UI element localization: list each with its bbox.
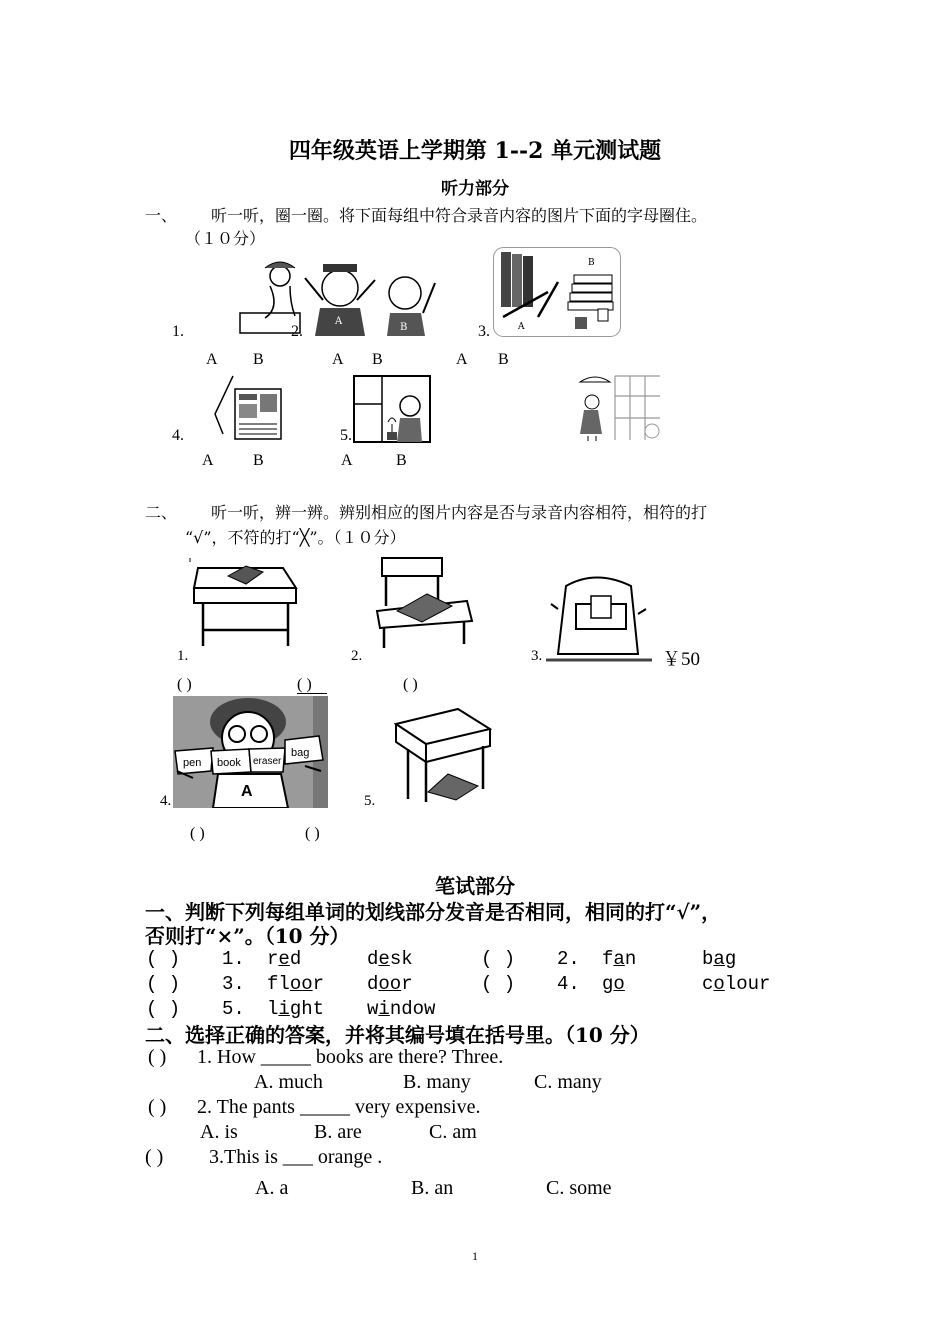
q2-bracket-5[interactable]: ( ) — [305, 825, 320, 842]
window-plant-illustration — [352, 374, 432, 444]
s2-heading: 二、选择正确的答案，并将其编号填在括号里。（10 分） — [145, 1023, 650, 1047]
q2-item-4: 4. — [160, 793, 172, 809]
q2-picture-2 — [372, 556, 478, 650]
q1-5-option-b[interactable]: B — [396, 452, 407, 469]
q2-picture-5 — [388, 704, 492, 804]
q1-1-option-b[interactable]: B — [253, 351, 264, 368]
s1-instruction-1: 一、判断下列每组单词的划线部分发音是否相同，相同的打“√”， — [145, 900, 722, 924]
desk-book-illustration — [188, 558, 300, 650]
q1-3-option-b[interactable]: B — [498, 351, 509, 368]
answer-paren[interactable]: ( ) — [146, 973, 181, 995]
item-number: 1. — [222, 948, 245, 970]
q1-2-option-b[interactable]: B — [372, 351, 383, 368]
word-1: fan — [602, 948, 637, 970]
q1-1-option-a[interactable]: A — [206, 351, 218, 368]
newspaper-illustration — [213, 374, 283, 442]
backpack-illustration — [546, 574, 652, 662]
answer-option[interactable]: A. much — [254, 1071, 323, 1093]
svg-text:A: A — [335, 316, 343, 327]
books-illustration — [493, 247, 621, 337]
q2-bracket-1[interactable]: ( ) — [177, 676, 192, 693]
word-2: colour — [702, 973, 771, 995]
s1-instruction-2: 否则打“×”。（10 分） — [145, 924, 350, 948]
q1-picture-3 — [493, 247, 621, 337]
q1-3-option-a[interactable]: A — [456, 351, 468, 368]
q1-item-4: 4. — [172, 427, 184, 444]
q1-picture-4 — [213, 374, 283, 442]
card-word-pen: pen — [183, 757, 202, 769]
answer-option[interactable]: C. many — [534, 1071, 602, 1093]
item-number: 5. — [222, 998, 245, 1020]
card-word-eraser: eraser — [253, 756, 282, 767]
answer-paren[interactable]: ( ) — [146, 948, 181, 970]
q2-price-tag: ￥50 — [662, 649, 701, 670]
word-1: go — [602, 973, 625, 995]
word-2: door — [367, 973, 413, 995]
desk-book-under-illustration — [388, 704, 492, 804]
page-number: 1 — [472, 1249, 478, 1263]
q2-instruction: 听一听，辨一辨。辨别相应的图片内容是否与录音内容相符，相符的打 — [211, 503, 708, 522]
q2-bracket-4[interactable]: ( ) — [190, 825, 205, 842]
answer-option[interactable]: C. am — [429, 1121, 477, 1143]
q1-item-2: 2. — [291, 323, 303, 340]
item-number: 3. — [222, 973, 245, 995]
answer-paren[interactable]: ( ) — [481, 948, 516, 970]
q2-item-3: 3. — [531, 648, 543, 664]
page-title: 四年级英语上学期第 1--2 单元测试题 — [288, 138, 662, 164]
q1-item-1: 1. — [172, 323, 184, 340]
q2-item-5: 5. — [364, 793, 376, 809]
card-word-bag: bag — [291, 747, 310, 759]
answer-option[interactable]: A. a — [255, 1177, 289, 1199]
q2-item-1: 1. — [177, 648, 189, 664]
answer-paren[interactable]: ( ) — [481, 973, 516, 995]
question-stem: 3.This is ___ orange . — [209, 1146, 383, 1168]
question-stem: 2. The pants _____ very expensive. — [197, 1096, 481, 1118]
word-1: light — [267, 998, 325, 1020]
word-2: desk — [367, 948, 413, 970]
q1-picture-extra — [570, 374, 662, 442]
answer-paren[interactable]: ( ) — [148, 1046, 167, 1068]
answer-paren[interactable]: ( ) — [148, 1096, 167, 1118]
q2-bracket-3[interactable]: ( ) — [403, 676, 418, 693]
q1-item-5: 5. — [340, 427, 352, 444]
children-illustration — [235, 258, 440, 338]
q1-5-option-a[interactable]: A — [341, 452, 353, 469]
q1-2-option-a[interactable]: A — [332, 351, 344, 368]
q1-picture-5 — [352, 374, 432, 444]
answer-option[interactable]: B. an — [411, 1177, 454, 1199]
q1-score: （１０分） — [185, 229, 266, 248]
q2-instruction-2: “√”，不符的打“╳”。（１０分） — [185, 528, 406, 547]
svg-text:B: B — [588, 258, 595, 268]
chair-book-illustration — [372, 556, 478, 650]
svg-text:B: B — [400, 322, 408, 333]
written-heading: 笔试部分 — [435, 874, 515, 898]
q1-picture-1-2 — [235, 258, 440, 338]
q1-4-option-a[interactable]: A — [202, 452, 214, 469]
q2-picture-3 — [546, 574, 652, 662]
word-2: window — [367, 998, 436, 1020]
boy-word-cards-illustration — [173, 696, 328, 808]
listening-heading: 听力部分 — [441, 179, 509, 199]
q1-item-3: 3. — [478, 323, 490, 340]
q2-picture-1 — [188, 558, 300, 650]
q2-picture-4 — [173, 696, 328, 808]
answer-option[interactable]: A. is — [200, 1121, 238, 1143]
answer-option[interactable]: B. many — [403, 1071, 471, 1093]
item-number: 2. — [557, 948, 580, 970]
q1-4-option-b[interactable]: B — [253, 452, 264, 469]
shirt-letter: A — [241, 783, 253, 800]
q1-number: 一、 — [145, 206, 178, 225]
word-1: floor — [267, 973, 325, 995]
q2-number: 二、 — [145, 503, 178, 522]
answer-paren[interactable]: ( ) — [146, 998, 181, 1020]
q2-item-2: 2. — [351, 648, 363, 664]
girl-umbrella-illustration — [570, 374, 662, 442]
answer-option[interactable]: C. some — [546, 1177, 612, 1199]
question-stem: 1. How _____ books are there? Three. — [197, 1046, 504, 1068]
word-2: bag — [702, 948, 737, 970]
q2-bracket-2[interactable]: ( ) — [297, 676, 312, 693]
q1-instruction: 听一听，圈一圈。将下面每组中符合录音内容的图片下面的字母圈住。 — [211, 206, 708, 225]
card-word-book: book — [217, 757, 241, 769]
answer-option[interactable]: B. are — [314, 1121, 362, 1143]
answer-paren[interactable]: ( ) — [145, 1146, 164, 1168]
item-number: 4. — [557, 973, 580, 995]
svg-text:A: A — [518, 322, 525, 332]
word-1: red — [267, 948, 302, 970]
